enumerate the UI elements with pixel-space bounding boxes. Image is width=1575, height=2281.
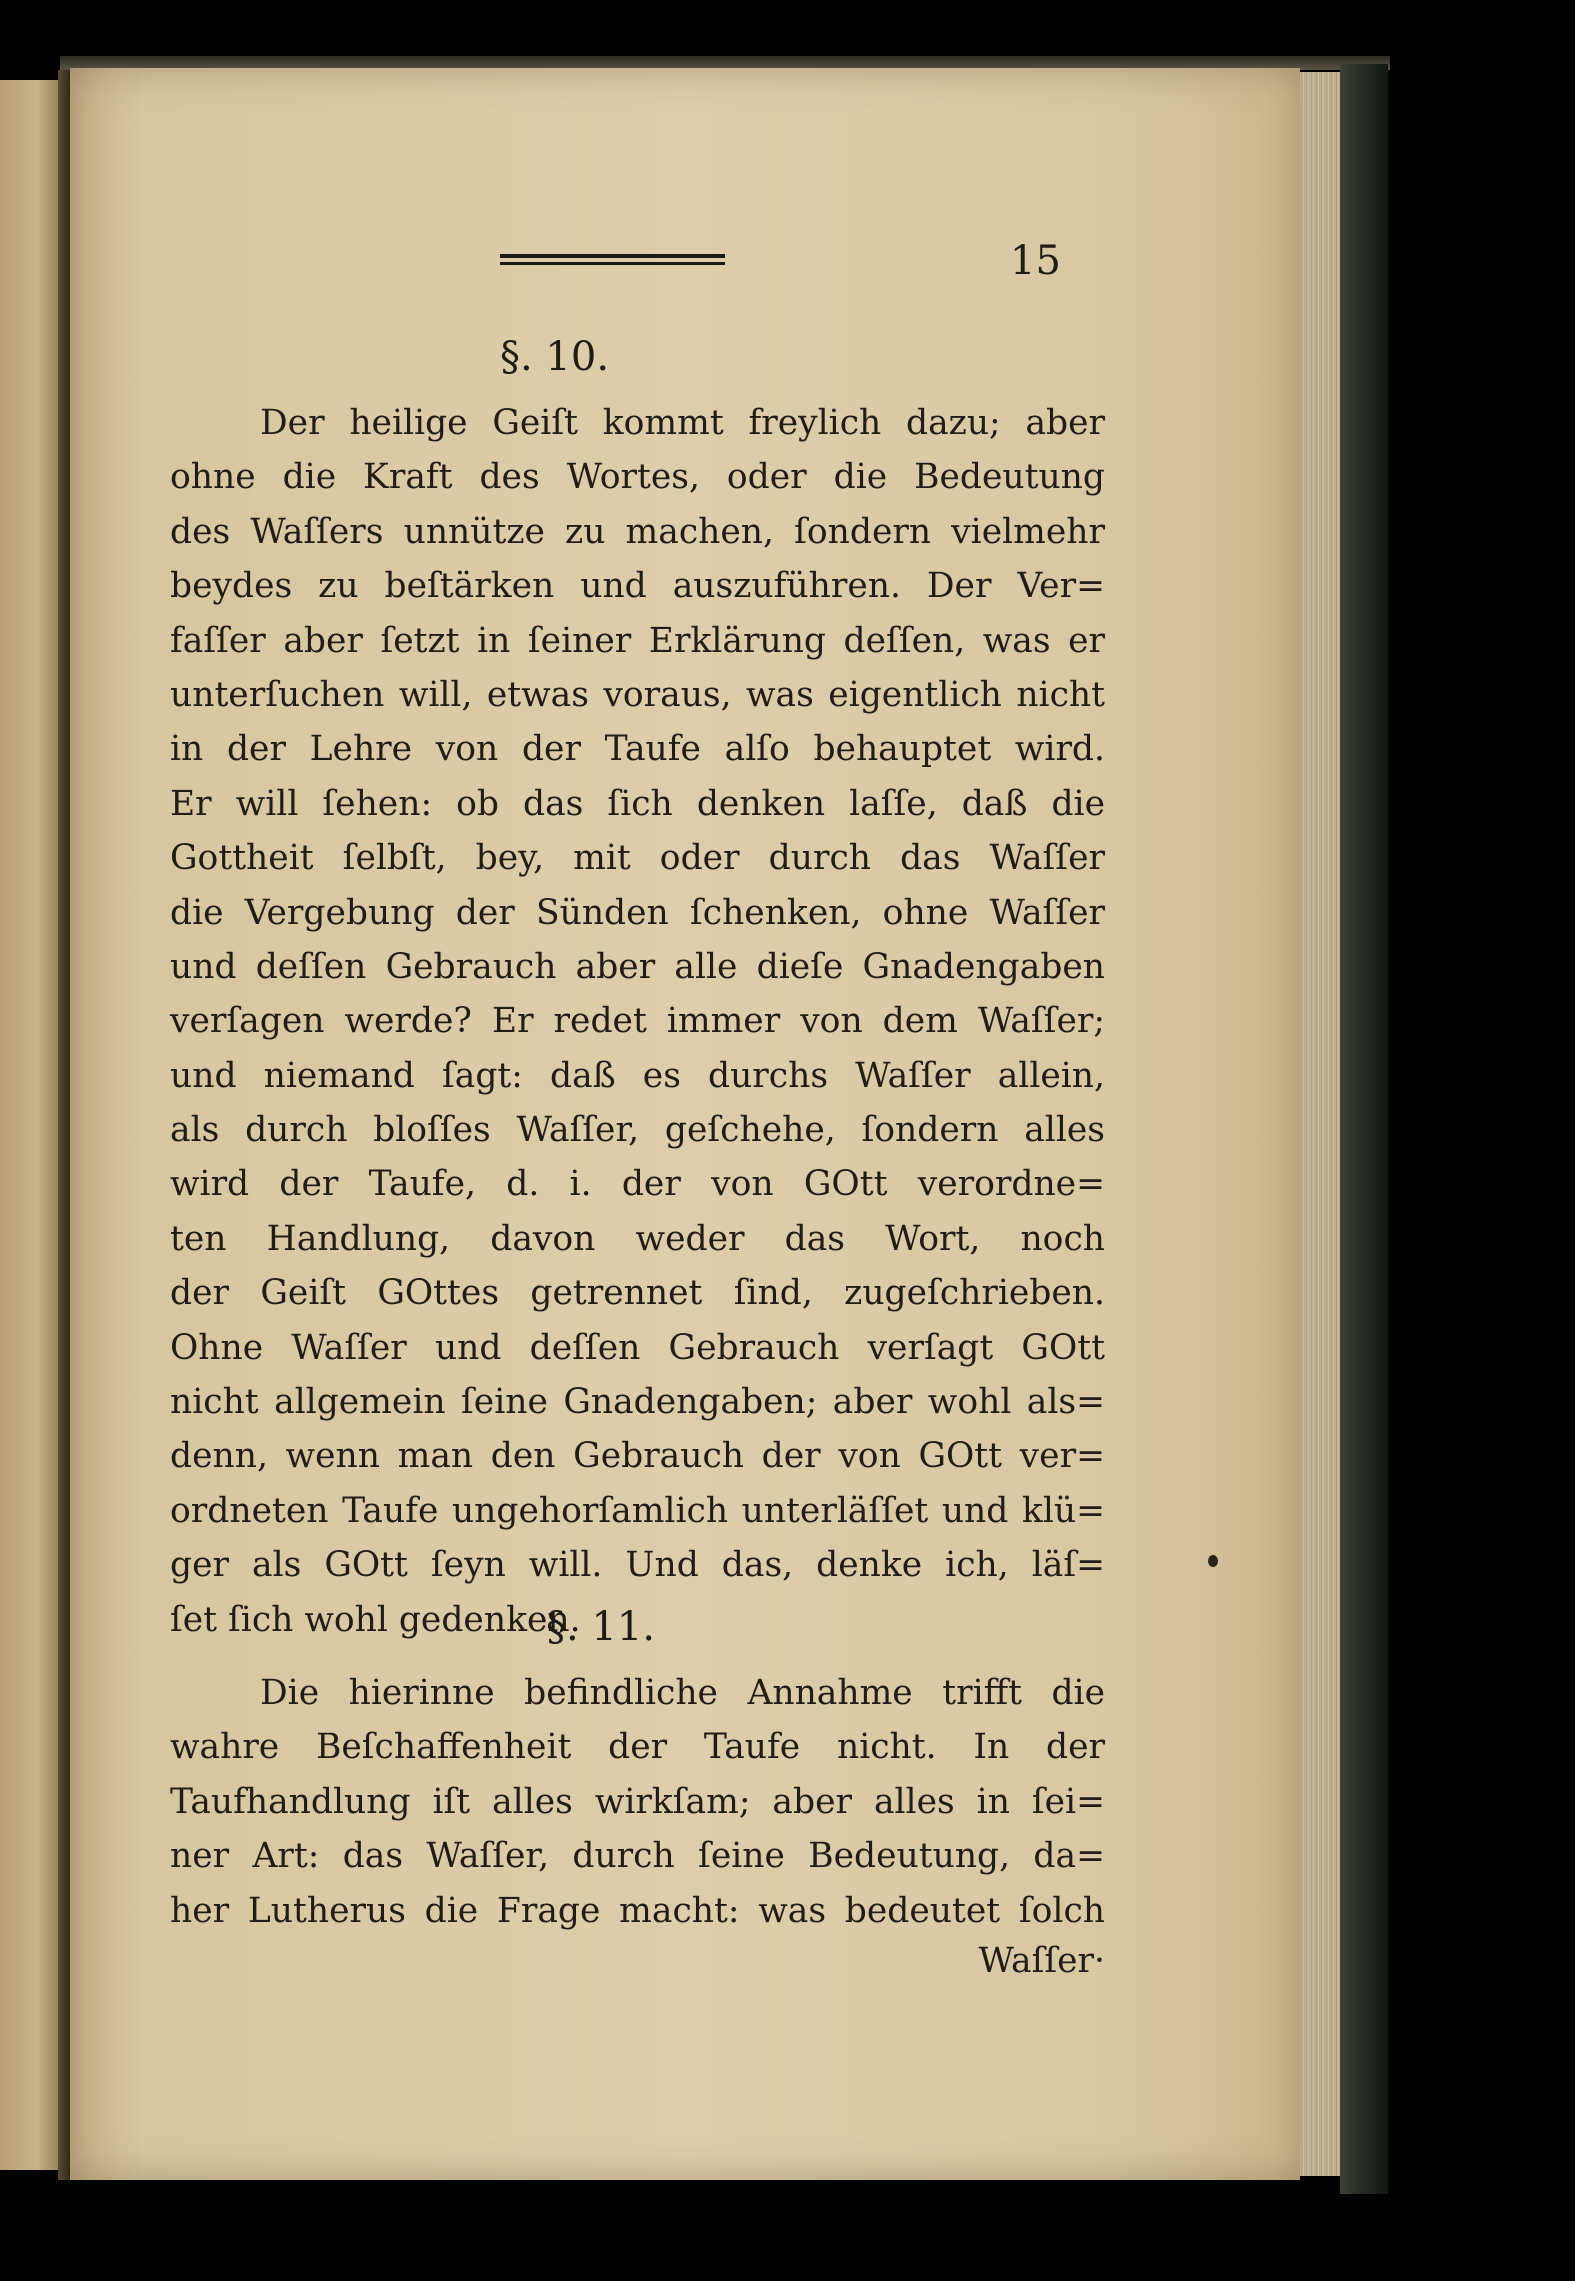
paragraph-section-10	[170, 396, 1105, 1647]
text-line: denn, wenn man den Gebrauch der von GOtt ver=	[170, 1436, 1105, 1477]
text-line: Die hierinne befindliche Annahme trifft die	[260, 1673, 1105, 1713]
text-line: des Waſſers unnütze zu machen, ſondern vielmehr	[170, 511, 1105, 552]
text-line: und niemand ſagt: daß es durchs Waſſer allein,	[170, 1055, 1105, 1096]
text-line: nicht allgemein ſeine Gnadengaben; aber wohl als=	[170, 1382, 1105, 1423]
text-line: ohne die Kraft des Wortes, oder die Bedeutung	[170, 457, 1105, 498]
facing-page-edge	[0, 80, 62, 2170]
text-line: ner Art: das Waſſer, durch ſeine Bedeutung, da=	[170, 1836, 1105, 1877]
header-rule-thin	[500, 262, 725, 265]
page-number: 15	[1010, 238, 1061, 284]
ink-speck	[1208, 1555, 1218, 1567]
text-line: ordneten Taufe ungehorſamlich unterläſſet und klü=	[170, 1490, 1105, 1531]
section-heading-11: §. 11.	[546, 1604, 656, 1650]
text-line: ſet ſich wohl gedenken.	[170, 1599, 581, 1640]
page-edges	[1300, 72, 1340, 2176]
text-line: beydes zu beſtärken und auszuführen. Der Ver=	[170, 566, 1105, 607]
text-line: wahre Beſchaffenheit der Taufe nicht. In der	[170, 1727, 1105, 1768]
catchword: Waſſer·	[978, 1941, 1105, 1981]
text-line: verſagen werde? Er redet immer von dem Waſſer;	[170, 1001, 1105, 1042]
text-line: faſſer aber ſetzt in ſeiner Erklärung deſſen, was er	[170, 620, 1105, 661]
text-line: die Vergebung der Sünden ſchenken, ohne Waſſer	[170, 892, 1105, 933]
text-line: Der heilige Geiſt kommt freylich dazu; aber	[260, 403, 1105, 443]
text-line: unterſuchen will, etwas voraus, was eigentlich nicht	[170, 674, 1105, 715]
text-line: ger als GOtt ſeyn will. Und das, denke ich, läſ=	[170, 1545, 1105, 1586]
text-line: der Geiſt GOttes getrennet ſind, zugeſchrieben.	[170, 1273, 1105, 1314]
text-line: Gottheit ſelbſt, bey, mit oder durch das Waſſer	[170, 838, 1105, 879]
text-line: Taufhandlung iſt alles wirkſam; aber alles in ſei=	[170, 1781, 1105, 1822]
text-line: wird der Taufe, d. i. der von GOtt verordne=	[170, 1164, 1105, 1205]
text-line: Er will ſehen: ob das ſich denken laſſe, daß die	[170, 783, 1105, 824]
text-line: als durch bloſſes Waſſer, geſchehe, ſondern alles	[170, 1110, 1105, 1151]
paragraph-section-11	[170, 1666, 1105, 1938]
book-cover	[1340, 64, 1388, 2194]
section-heading-10: §. 10.	[500, 334, 610, 380]
text-line: und deſſen Gebrauch aber alle dieſe Gnadengaben	[170, 946, 1105, 987]
text-line: ten Handlung, davon weder das Wort, noch	[170, 1218, 1105, 1259]
header-rule	[500, 254, 725, 258]
text-line: Ohne Waſſer und deſſen Gebrauch verſagt GOtt	[170, 1327, 1105, 1368]
text-line: in der Lehre von der Taufe alſo behauptet wird.	[170, 729, 1105, 770]
text-line: her Lutherus die Frage macht: was bedeutet ſolch	[170, 1890, 1105, 1931]
